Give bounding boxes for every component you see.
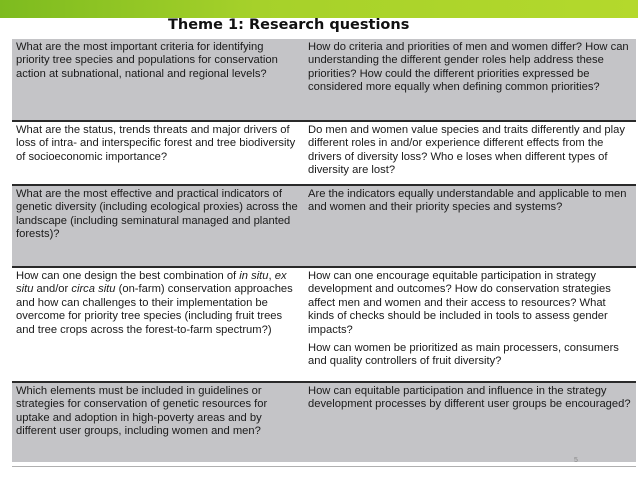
table-row xyxy=(12,267,636,382)
table-row xyxy=(12,39,636,121)
table-row xyxy=(12,185,636,267)
table-row xyxy=(12,121,636,185)
top-accent-band xyxy=(0,0,638,18)
table-row xyxy=(12,382,636,462)
cell-paragraph: How can one encourage equitable participation in strategy development and outcomes? How do conservation strategies affect men and women and their access to resources? What kinds of checks should be included in tools to assess gender impacts? xyxy=(308,270,611,336)
table-cell-gender-criteria: How do criteria and priorities of men and women differ? How can understanding the different gender roles help address these priorities? How could the different priorities expressed be considered more equally when defining common priorities? xyxy=(304,39,636,121)
table-cell-indicators: What are the most effective and practical indicators of genetic diversity (including ecological proxies) across the landscape (including seminatural managed and planted forests)? xyxy=(12,185,304,267)
bottom-divider xyxy=(12,466,636,467)
cell-paragraph: How can women be prioritized as main processers, consumers and quality controllers of fruit diversity? xyxy=(308,342,619,368)
table-cell-strategy-participation: How can equitable participation and influence in the strategy development processes by different user groups be encouraged? xyxy=(304,382,636,462)
table-cell-conservation-design: How can one design the best combination of in situ, ex situ and/or circa situ (on-farm) conservation approaches and how can challenges to their implementation be overcome for priority tree species (including fruit trees and tree crops across the forest-to-farm spectrum?) xyxy=(12,267,304,382)
table-cell-guidelines: Which elements must be included in guidelines or strategies for conservation of genetic resources for uptake and adoption in high-poverty areas and by different user groups, including women and men? xyxy=(12,382,304,462)
table-cell-indicator-applicability: Are the indicators equally understandable and applicable to men and women and their priority species and systems? xyxy=(304,185,636,267)
table-cell-criteria: What are the most important criteria for identifying priority tree species and populations for conservation action at subnational, national and regional levels? xyxy=(12,39,304,121)
page-number: 5 xyxy=(574,457,578,464)
table-cell-status-trends: What are the status, trends threats and major drivers of loss of intra- and interspecific forest and tree biodiversity of socioeconomic importance? xyxy=(12,121,304,185)
table-cell-equitable-participation xyxy=(304,267,636,382)
page-title: Theme 1: Research questions xyxy=(168,17,410,33)
research-questions-table xyxy=(12,39,636,462)
table-cell-gender-values: Do men and women value species and traits differently and play different roles in and/or experience different effects from the drivers of diversity loss? Who e loses when different types of diversity are lost? xyxy=(304,121,636,185)
